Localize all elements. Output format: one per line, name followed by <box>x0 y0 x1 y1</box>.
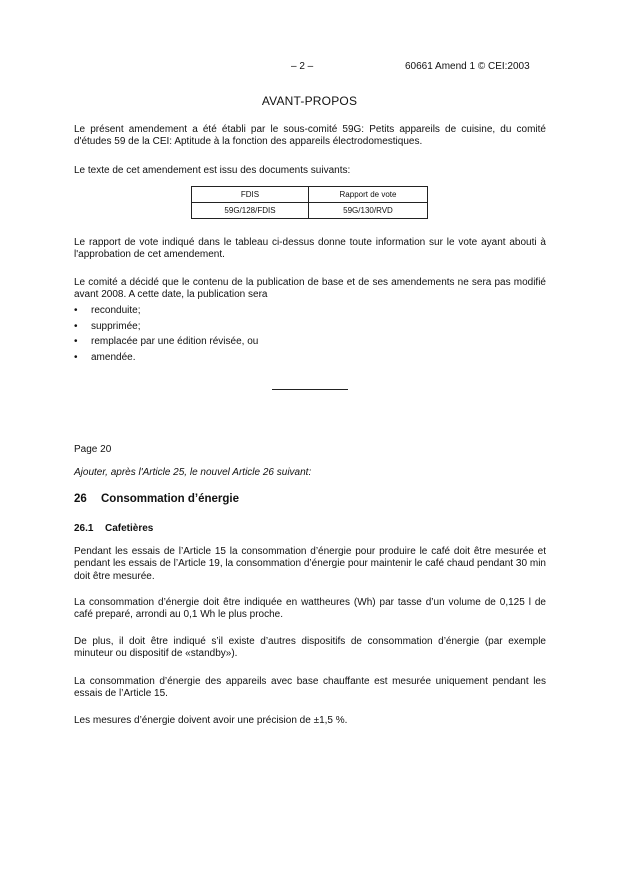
list-item-text: amendée. <box>91 351 136 363</box>
bullet-marker: • <box>74 320 78 332</box>
bullet-marker: • <box>74 336 78 347</box>
body-paragraph-e: Les mesures d’énergie doivent avoir une précision de ±1,5 %. <box>74 715 348 726</box>
bullet-marker: • <box>74 305 78 316</box>
foreword-paragraph-1: Le présent amendement a été établi par le sous-comité 59G: Petits appareils de cuisine, du comité d'études 59 de la CEI: Aptitude à la fonction des appareils électrodomestiques. <box>74 124 546 148</box>
amendment-instruction: Ajouter, après l'Article 25, le nouvel Article 26 suivant: <box>74 467 312 478</box>
section-heading <box>74 493 239 505</box>
list-item-text: remplacée par une édition révisée, ou <box>91 336 259 347</box>
table-header-row <box>192 187 428 203</box>
documents-table <box>191 186 428 219</box>
section-title: Consommation d’énergie <box>101 493 240 505</box>
bullet-marker: • <box>74 351 78 363</box>
body-paragraph-c: De plus, il doit être indiqué s’il existe d’autres dispositifs de consommation d’énergie (par exemple minuteur ou dispositif de «standby»). <box>74 636 546 660</box>
foreword-paragraph-3: Le rapport de vote indiqué dans le tableau ci-dessus donne toute information sur le vote ayant abouti à l'approbation de cet amendement. <box>74 237 546 261</box>
list-item-text: reconduite; <box>91 305 141 316</box>
list-item <box>74 352 258 368</box>
page-title: AVANT-PROPOS <box>261 94 358 108</box>
page-reference: Page 20 <box>74 444 112 455</box>
subsection-heading <box>74 523 153 534</box>
page-number: – 2 – <box>291 61 314 72</box>
table-row <box>192 203 428 219</box>
subsection-number: 26.1 <box>74 523 94 534</box>
body-paragraph-b: La consommation d’énergie doit être indiquée en wattheures (Wh) par tasse d’un volume de 0,125 l de café preparé, arrondi au 0,1 Wh le plus proche. <box>74 597 546 621</box>
document-reference: 60661 Amend 1 © CEI:2003 <box>405 61 530 72</box>
table-header-cell: FDIS <box>192 187 309 203</box>
list-item <box>74 321 258 337</box>
foreword-paragraph-4: Le comité a décidé que le contenu de la publication de base et de ses amendements ne sera pas modifié avant 2008. A cette date, la publication sera <box>74 277 546 301</box>
table-header-cell: Rapport de vote <box>309 187 428 203</box>
subsection-title: Cafetières <box>105 523 154 534</box>
table-cell: 59G/128/FDIS <box>192 203 309 219</box>
foreword-paragraph-2: Le texte de cet amendement est issu des documents suivants: <box>74 165 351 176</box>
body-paragraph-a: Pendant les essais de l’Article 15 la consommation d’énergie pour produire le café doit être mesurée et pendant les essais de l’Article 19, la consommation d’énergie pour maintenir le café chaud pendant 30 min doit être mesurée. <box>74 546 546 582</box>
list-item-text: supprimée; <box>91 320 141 332</box>
list-item <box>74 336 258 352</box>
body-paragraph-d: La consommation d’énergie des appareils avec base chauffante est mesurée uniquement pendant les essais de l’Article 15. <box>74 676 546 700</box>
bullet-list <box>74 305 258 367</box>
list-item <box>74 305 258 321</box>
separator-rule <box>272 389 348 390</box>
table-cell: 59G/130/RVD <box>309 203 428 219</box>
section-number: 26 <box>74 493 87 505</box>
